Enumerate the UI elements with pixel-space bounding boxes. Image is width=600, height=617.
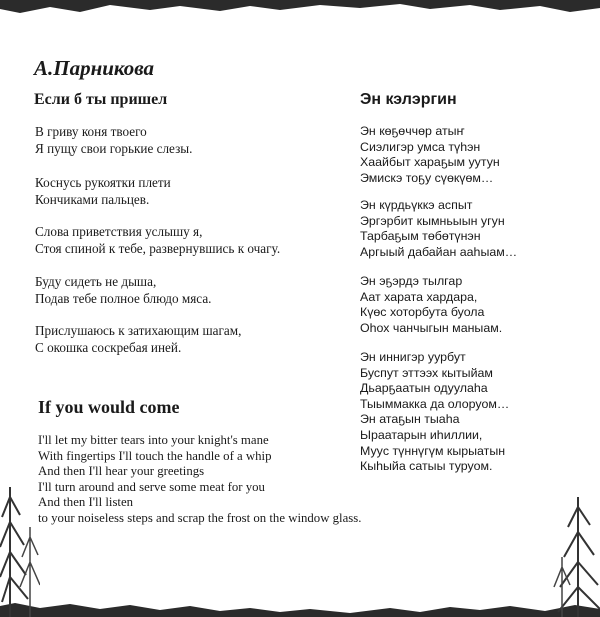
- poem-line: I'll turn around and serve some meat for you: [38, 479, 265, 494]
- poem-line: Буду сидеть не дыша,: [35, 274, 157, 289]
- sakha-stanza: [360, 350, 509, 475]
- author-name: А.Парникова: [34, 56, 155, 80]
- poem-line: Коснусь рукоятки плети: [35, 175, 171, 190]
- russian-stanza: [35, 274, 211, 307]
- sakha-poem-title: Эн кэлэргин: [360, 91, 457, 108]
- sakha-stanza: [360, 124, 500, 186]
- poem-line: Прислушаюсь к затихающим шагам,: [35, 323, 242, 338]
- poem-line: В гриву коня твоего: [35, 124, 147, 139]
- poem-line: Эн күрдьүккэ аспыт: [360, 198, 473, 212]
- poem-line: to your noiseless steps and scrap the frost on the window glass.: [38, 510, 362, 525]
- poem-line: Эргэрбит кымньыын угун: [360, 213, 505, 228]
- poem-line: Стоя спиной к тебе, развернувшись к очагу.: [35, 240, 281, 256]
- poem-line: Ыраатарын иһиллии,: [360, 427, 483, 442]
- russian-poem-title: Если б ты пришел: [34, 91, 168, 108]
- poem-line: Эн атаҕын тыаһа: [360, 412, 460, 427]
- russian-stanza: [35, 224, 280, 257]
- poem-line: And then I'll hear your greetings: [38, 464, 205, 478]
- poem-line: Буспут эттээх кытыйам: [360, 365, 493, 380]
- english-stanza: [38, 433, 361, 526]
- pine-trees-left-illustration: [0, 467, 40, 617]
- poem-line: I'll let my bitter tears into your knight's mane: [38, 433, 269, 447]
- poem-line: Аат харата хардара,: [360, 289, 478, 304]
- sakha-stanza: [360, 274, 502, 336]
- poem-line: Слова приветствия услышу я,: [35, 224, 203, 239]
- poem-line: Эмискэ тоҕу сүөкүөм…: [360, 170, 494, 185]
- poem-line: And then I'll listen: [38, 495, 134, 509]
- russian-stanza: [35, 124, 192, 157]
- poem-line: Подав тебе полное блюдо мяса.: [35, 290, 212, 306]
- poem-line: С окошка соскребая иней.: [35, 339, 182, 355]
- poem-line: Кончиками пальцев.: [35, 191, 150, 207]
- poem-line: Эн эҕэрдэ тылгар: [360, 274, 463, 288]
- sakha-stanza: [360, 198, 517, 260]
- torn-edge-bottom: [0, 597, 600, 617]
- poem-line: Кыһыйа сатыы туруом.: [360, 459, 493, 474]
- poem-line: Дьарҕаатын одуулаһа: [360, 381, 488, 396]
- poem-line: Я пущу свои горькие слезы.: [35, 140, 193, 156]
- english-poem-title: If you would come: [38, 397, 180, 417]
- poem-line: With fingertips I'll touch the handle of a whip: [38, 448, 272, 463]
- poem-line: Эн иннигэр уурбут: [360, 350, 466, 364]
- poem-line: Тарбаҕым төбөтүнэн: [360, 229, 481, 244]
- russian-stanza: [35, 175, 171, 208]
- poem-line: Оһох чанчыгын маныам.: [360, 320, 503, 335]
- poem-line: Мууc түннүгүм кырыатын: [360, 443, 506, 458]
- poem-line: Күөс хоторбута буола: [360, 305, 485, 320]
- poem-line: Сиэлигэр умса түһэн: [360, 139, 481, 154]
- pine-trees-right-illustration: [550, 487, 600, 617]
- russian-stanza: [35, 323, 241, 356]
- poem-line: Эн көҕөччөр атыҥ: [360, 124, 465, 138]
- poem-line: Аргыый дабайан ааһыам…: [360, 244, 518, 259]
- torn-edge-top: [0, 0, 600, 20]
- poem-line: Хаайбыт хараҕым уутун: [360, 155, 500, 170]
- poem-line: Тыыммакка да олоруом…: [360, 396, 510, 411]
